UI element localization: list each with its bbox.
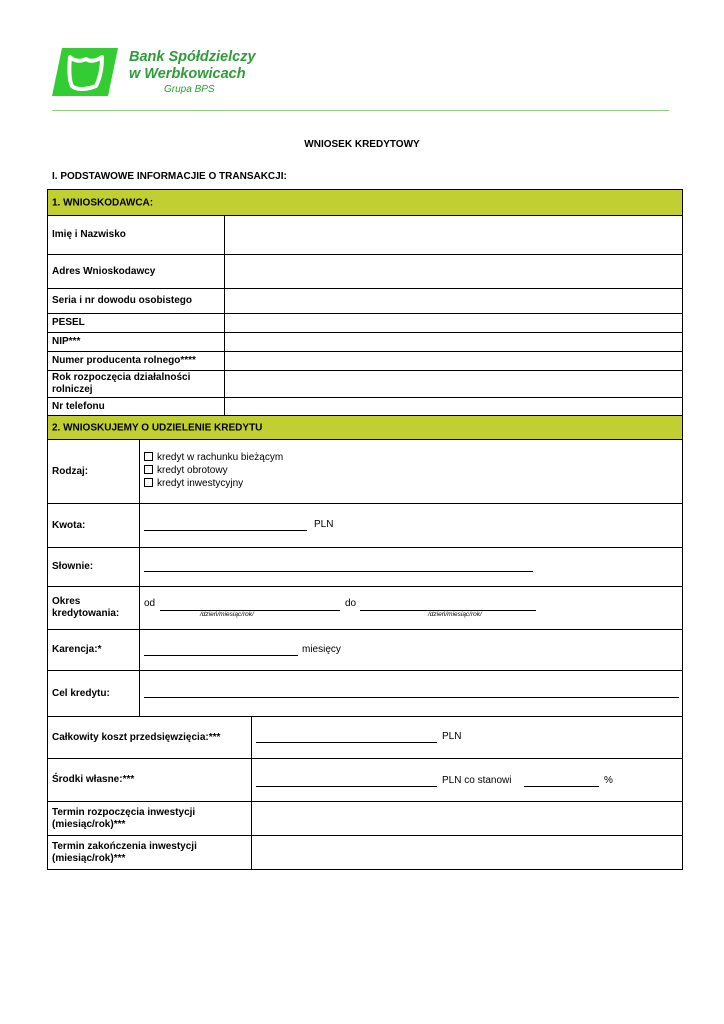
investment-end-label: Termin zakończenia inwestycji (miesiąc/rok)*** bbox=[52, 840, 197, 864]
bank-group-label: Grupa BPS bbox=[164, 84, 215, 95]
field-input-phone[interactable] bbox=[224, 398, 682, 415]
credit-type-label: Rodzaj: bbox=[52, 465, 89, 477]
total-cost-unit: PLN bbox=[442, 731, 462, 742]
applicant-section-header bbox=[47, 189, 683, 216]
credit-row-amount bbox=[47, 504, 683, 548]
investment-start-label: Termin rozpoczęcia inwestycji (miesiąc/rok)*** bbox=[52, 806, 196, 830]
applicant-row-producer bbox=[47, 352, 683, 371]
credit-section-title: 2. WNIOSKUJEMY O UDZIELENIE KREDYTU bbox=[52, 422, 263, 433]
credit-grace-field[interactable] bbox=[144, 655, 298, 656]
credit-grace-unit: miesięcy bbox=[302, 644, 341, 655]
own-funds-percent-field[interactable] bbox=[524, 786, 599, 787]
credit-amount-label: Kwota: bbox=[52, 519, 86, 531]
credit-words-label: Słownie: bbox=[52, 561, 94, 572]
document-title: WNIOSEK KREDYTOWY bbox=[304, 139, 420, 150]
field-label-id: Seria i nr dowodu osobistego bbox=[52, 295, 193, 306]
credit-row-purpose bbox=[47, 671, 683, 717]
credit-type-option-working[interactable]: kredyt obrotowy bbox=[144, 465, 228, 476]
applicant-row-pesel bbox=[47, 314, 683, 333]
credit-grace-label: Karencja:* bbox=[52, 644, 102, 655]
field-input-start-year[interactable] bbox=[224, 371, 682, 397]
credit-row-period bbox=[47, 587, 683, 630]
credit-period-label: Okres kredytowania: bbox=[52, 596, 120, 619]
applicant-row-address bbox=[47, 255, 683, 289]
credit-row-start bbox=[47, 802, 683, 836]
field-label-address: Adres Wnioskodawcy bbox=[52, 265, 156, 277]
investment-start-field[interactable] bbox=[251, 802, 682, 835]
field-input-name[interactable] bbox=[224, 216, 682, 254]
applicant-row-phone bbox=[47, 398, 683, 416]
applicant-row-start-year bbox=[47, 371, 683, 398]
period-to-label: do bbox=[345, 598, 357, 609]
field-label-start-year: Rok rozpoczęcia działalności rolniczej bbox=[52, 372, 191, 395]
checkbox-icon[interactable] bbox=[144, 478, 153, 487]
applicant-row-id bbox=[47, 289, 683, 314]
applicant-section-title: 1. WNIOSKODAWCA: bbox=[52, 197, 154, 208]
header-divider bbox=[52, 110, 669, 111]
investment-end-field[interactable] bbox=[251, 836, 682, 869]
field-input-nip[interactable] bbox=[224, 333, 682, 351]
field-input-address[interactable] bbox=[224, 255, 682, 288]
field-label-phone: Nr telefonu bbox=[52, 400, 105, 412]
field-label-nip: NIP*** bbox=[52, 336, 81, 347]
bank-name-line2: w Werbkowicach bbox=[129, 66, 246, 82]
credit-purpose-field[interactable] bbox=[144, 697, 679, 698]
credit-row-words bbox=[47, 548, 683, 587]
credit-row-grace bbox=[47, 630, 683, 671]
field-label-name: Imię i Nazwisko bbox=[52, 229, 126, 240]
own-funds-unit: PLN co stanowi bbox=[442, 775, 512, 786]
own-funds-label: Środki własne:*** bbox=[52, 774, 135, 785]
applicant-row-name bbox=[47, 216, 683, 255]
field-input-id[interactable] bbox=[224, 289, 682, 313]
credit-row-end bbox=[47, 836, 683, 870]
period-to-hint: /dzień/miesiąc/rok/ bbox=[428, 611, 482, 618]
section-title: I. PODSTAWOWE INFORMACJIE O TRANSAKCJI: bbox=[52, 171, 287, 182]
field-input-pesel[interactable] bbox=[224, 314, 682, 332]
credit-type-options bbox=[139, 440, 682, 503]
applicant-row-nip bbox=[47, 333, 683, 352]
field-label-pesel: PESEL bbox=[52, 317, 85, 328]
credit-purpose-label: Cel kredytu: bbox=[52, 687, 110, 699]
checkbox-icon[interactable] bbox=[144, 452, 153, 461]
bps-logo-icon bbox=[52, 48, 118, 96]
period-from-hint: /dzień/miesiąc/rok/ bbox=[200, 611, 254, 618]
total-cost-field[interactable] bbox=[256, 742, 437, 743]
period-from-label: od bbox=[144, 598, 156, 609]
credit-type-option-investment[interactable]: kredyt inwestycyjny bbox=[144, 478, 243, 489]
credit-row-total-cost bbox=[47, 717, 683, 759]
total-cost-label: Całkowity koszt przedsięwzięcia:*** bbox=[52, 731, 221, 743]
field-label-producer: Numer producenta rolnego**** bbox=[52, 355, 196, 366]
bank-name-line1: Bank Spółdzielczy bbox=[129, 49, 256, 65]
percent-sign: % bbox=[604, 775, 613, 786]
credit-type-option-current[interactable]: kredyt w rachunku bieżącym bbox=[144, 452, 283, 463]
field-input-producer[interactable] bbox=[224, 352, 682, 370]
credit-amount-field[interactable] bbox=[144, 530, 307, 531]
own-funds-field[interactable] bbox=[256, 786, 437, 787]
credit-words-field[interactable] bbox=[144, 571, 533, 572]
credit-amount-unit: PLN bbox=[314, 519, 334, 530]
credit-row-type bbox=[47, 440, 683, 504]
checkbox-icon[interactable] bbox=[144, 465, 153, 474]
credit-row-own-funds bbox=[47, 759, 683, 802]
credit-section-header bbox=[47, 416, 683, 440]
